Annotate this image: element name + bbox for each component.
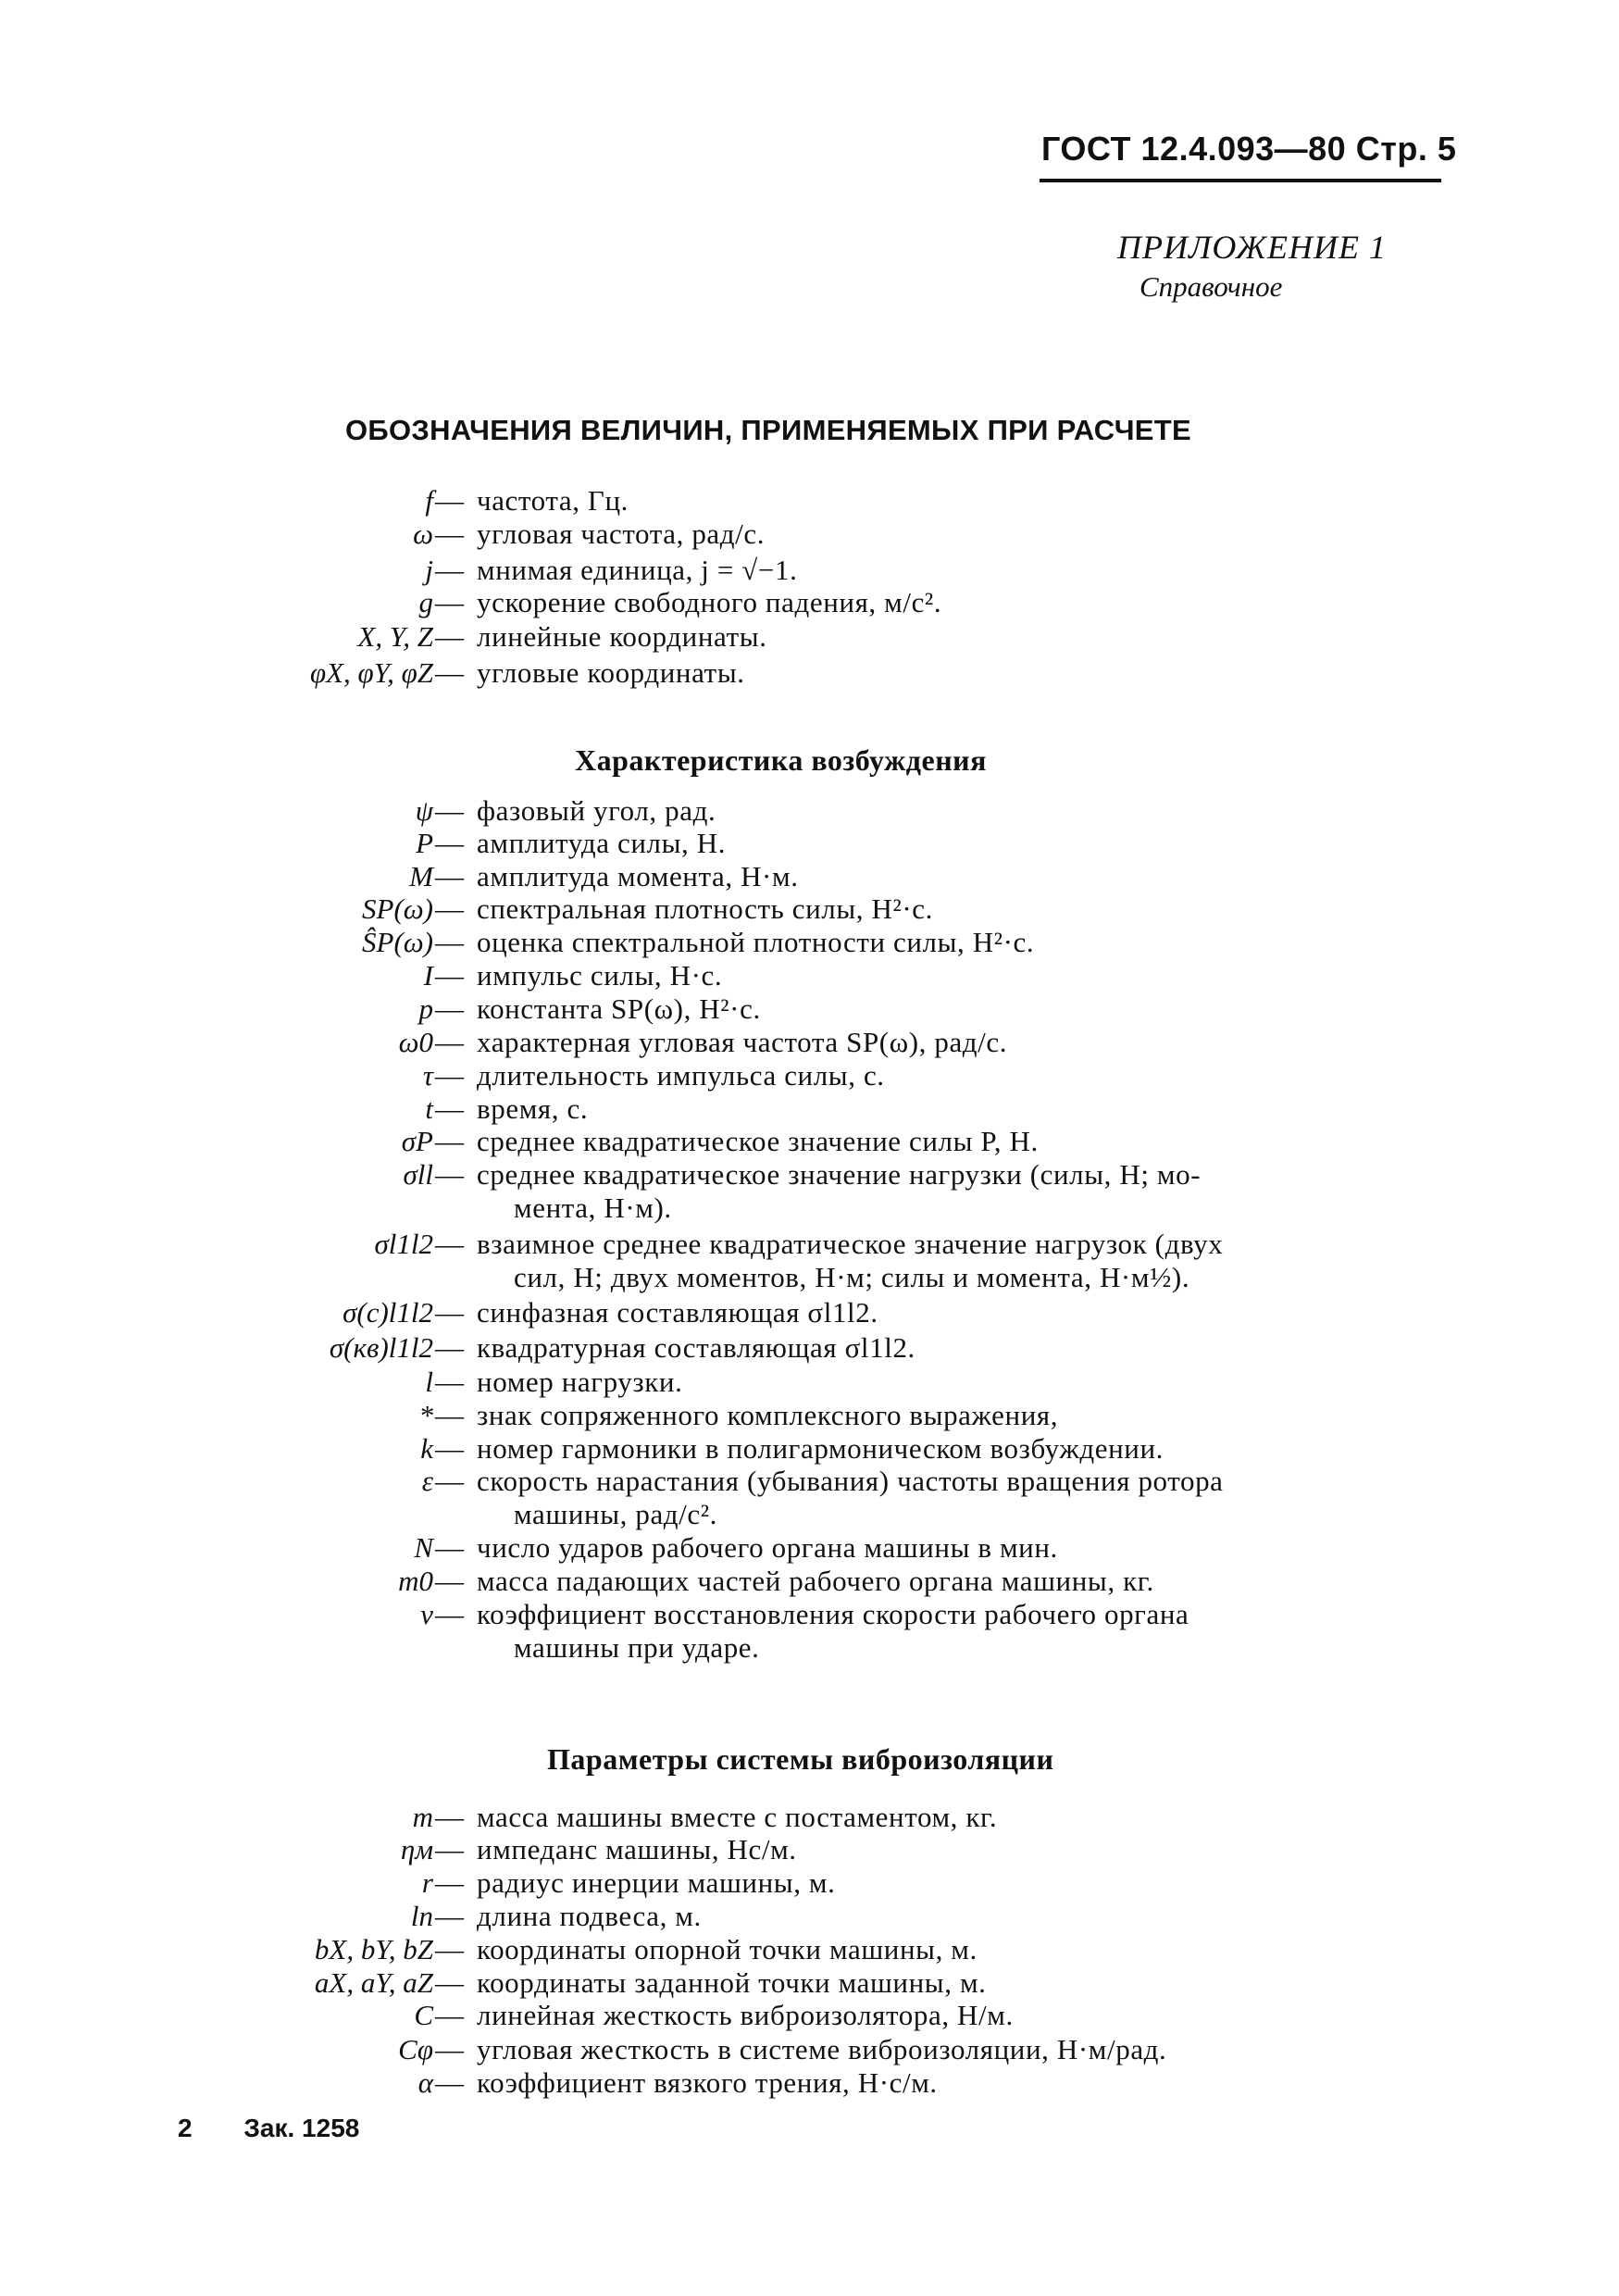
symbol-entry — [0, 1565, 1203, 1600]
symbol-description: синфазная составляющая σl1l2. — [477, 1296, 878, 1329]
symbol: M — [409, 860, 433, 892]
em-dash: — — [435, 1598, 464, 1630]
symbol: X, Y, Z — [357, 620, 433, 653]
footer-order-number: Зак. 1258 — [243, 2114, 360, 2142]
symbol-description: длина подвеса, м. — [477, 1900, 702, 1932]
symbol-entry — [0, 2033, 1203, 2068]
symbol-entry — [0, 1228, 1224, 1263]
em-dash: — — [435, 620, 464, 653]
symbol-description-continuation: машины, рад/с². — [514, 1498, 717, 1530]
symbol-description: среднее квадратическое значение нагрузки (силы, Н; мо- — [477, 1158, 1202, 1191]
symbol: ν — [420, 1598, 433, 1630]
symbol-entry — [0, 1059, 1203, 1094]
section-title-isolation: Параметры системы виброизоляции — [547, 1742, 1054, 1776]
symbol-description: фазовый угол, рад. — [477, 794, 716, 827]
symbol-description: импеданс машины, Нс/м. — [477, 1833, 797, 1866]
em-dash: — — [435, 2033, 464, 2065]
symbol: m — [412, 1801, 433, 1833]
symbol: ηм — [400, 1833, 433, 1866]
symbol-entry — [0, 1833, 1203, 1868]
symbol: l — [425, 1366, 433, 1398]
symbol: f — [425, 484, 433, 517]
symbol: Cφ — [398, 2033, 433, 2065]
symbol-description: коэффициент восстановления скорости рабочего органа — [477, 1598, 1189, 1630]
symbol: m0 — [398, 1565, 433, 1597]
em-dash: — — [435, 1125, 464, 1157]
symbol-entry — [0, 926, 1203, 961]
symbol-description: угловая жесткость в системе виброизоляции, Н·м/рад. — [477, 2033, 1167, 2065]
symbol-entry — [0, 620, 1203, 655]
symbol-entry — [0, 1801, 1203, 1836]
symbol: SP(ω) — [362, 892, 433, 925]
symbol: lп — [410, 1900, 433, 1932]
header-rule — [1040, 179, 1441, 182]
symbol-description: ускорение свободного падения, м/с². — [477, 586, 942, 618]
em-dash: — — [435, 1399, 464, 1431]
symbol-description: число ударов рабочего органа машины в мин. — [477, 1531, 1058, 1564]
em-dash: — — [435, 926, 464, 958]
page-title: ОБОЗНАЧЕНИЯ ВЕЛИЧИН, ПРИМЕНЯЕМЫХ ПРИ РАСЧЕТЕ — [345, 414, 1191, 446]
symbol-entry — [0, 1125, 1203, 1160]
symbol: σP — [401, 1125, 433, 1157]
symbol-description: характерная угловая частота SP(ω), рад/с. — [477, 1026, 1008, 1058]
em-dash: — — [435, 1331, 464, 1364]
symbol-entry — [0, 2066, 1203, 2102]
em-dash: — — [435, 1801, 464, 1833]
symbol: j — [425, 554, 433, 586]
symbol: φX, φY, φZ — [309, 656, 433, 689]
em-dash: — — [435, 1565, 464, 1597]
symbol: σ(кв)l1l2 — [329, 1331, 433, 1364]
symbol-entry — [0, 1999, 1203, 2034]
symbol-entry — [0, 656, 1203, 692]
symbol-description-continuation: мента, Н·м). — [514, 1192, 672, 1224]
em-dash: — — [435, 1866, 464, 1899]
symbol-entry — [0, 518, 1203, 553]
symbol: g — [418, 586, 433, 618]
em-dash: — — [435, 656, 464, 689]
symbol-description: знак сопряженного комплексного выражения, — [477, 1399, 1059, 1431]
symbol-description: среднее квадратическое значение силы P, Н. — [477, 1125, 1039, 1157]
symbol: bX, bY, bZ — [314, 1933, 433, 1965]
em-dash: — — [435, 1465, 464, 1497]
symbol: * — [418, 1399, 433, 1431]
symbol: ψ — [415, 794, 433, 827]
symbol-description: линейная жесткость виброизолятора, Н/м. — [477, 1999, 1014, 2031]
em-dash: — — [435, 1933, 464, 1965]
symbol-description: номер нагрузки. — [477, 1366, 683, 1398]
em-dash: — — [435, 794, 464, 827]
em-dash: — — [435, 554, 464, 586]
symbol: t — [425, 1092, 433, 1125]
em-dash: — — [435, 860, 464, 892]
symbol-entry — [0, 959, 1203, 994]
symbol-entry — [0, 892, 1203, 928]
appendix-label: ПРИЛОЖЕНИЕ 1 — [1117, 229, 1387, 266]
em-dash: — — [435, 1158, 464, 1191]
symbol-entry — [0, 554, 1203, 589]
em-dash: — — [435, 1296, 464, 1329]
symbol-entry — [0, 1026, 1203, 1061]
symbol: τ — [422, 1059, 433, 1092]
em-dash: — — [435, 992, 464, 1025]
symbol-description: радиус инерции машины, м. — [477, 1866, 836, 1899]
footer-page-number: 2 — [178, 2114, 193, 2142]
symbol-entry — [0, 1296, 1203, 1331]
symbol-entry — [0, 827, 1203, 862]
symbol-description: масса падающих частей рабочего органа машины, кг. — [477, 1565, 1154, 1597]
symbol-entry — [0, 794, 1203, 830]
symbol: N — [414, 1531, 433, 1564]
em-dash: — — [435, 1531, 464, 1564]
symbol-entry — [0, 1866, 1203, 1902]
symbol-entry — [0, 860, 1203, 895]
symbol-description: мнимая единица, j = √−1. — [477, 554, 798, 586]
symbol-entry — [0, 1465, 1224, 1500]
symbol-description: импульс силы, Н·с. — [477, 959, 723, 992]
em-dash: — — [435, 1900, 464, 1932]
symbol-entry — [0, 1531, 1203, 1566]
em-dash: — — [435, 2066, 464, 2099]
symbol-description: угловые координаты. — [477, 656, 745, 689]
em-dash: — — [435, 1092, 464, 1125]
em-dash: — — [435, 484, 464, 517]
em-dash: — — [435, 1366, 464, 1398]
symbol-entry — [0, 1092, 1203, 1128]
em-dash: — — [435, 1833, 464, 1866]
symbol-entry — [0, 1900, 1203, 1935]
section-title-excitation: Характеристика возбуждения — [575, 743, 987, 777]
em-dash: — — [435, 959, 464, 992]
symbol: σl1l2 — [374, 1228, 433, 1260]
symbol: ε — [421, 1465, 433, 1497]
page-footer — [178, 2114, 359, 2143]
em-dash: — — [435, 1999, 464, 2031]
symbol-description: длительность импульса силы, с. — [477, 1059, 885, 1092]
symbol-description: координаты опорной точки машины, м. — [477, 1933, 978, 1965]
em-dash: — — [435, 518, 464, 550]
symbol-description: номер гармоники в полигармоническом возбуждении. — [477, 1432, 1164, 1465]
symbol: I — [423, 959, 433, 992]
symbol-entry — [0, 992, 1203, 1028]
symbol-description: частота, Гц. — [477, 484, 629, 517]
symbol: P — [416, 827, 433, 859]
symbol-description: линейные координаты. — [477, 620, 767, 653]
symbol: k — [420, 1432, 433, 1465]
symbol-entry — [0, 1966, 1203, 2002]
symbol-description-continuation: сил, Н; двух моментов, Н·м; силы и момента, Н·м½). — [514, 1261, 1190, 1293]
symbol-description: время, с. — [477, 1092, 589, 1125]
symbol-description: амплитуда силы, Н. — [477, 827, 727, 859]
em-dash: — — [435, 1228, 464, 1260]
em-dash: — — [435, 1966, 464, 1999]
symbol-entry — [0, 586, 1203, 621]
appendix-type: Справочное — [1140, 270, 1283, 303]
symbol-description: координаты заданной точки машины, м. — [477, 1966, 987, 1999]
symbol-description: амплитуда момента, Н·м. — [477, 860, 799, 892]
symbol-description: коэффициент вязкого трения, Н·с/м. — [477, 2066, 938, 2099]
symbol: σ(с)l1l2 — [342, 1296, 433, 1329]
symbol-description: масса машины вместе с постаментом, кг. — [477, 1801, 998, 1833]
symbol-description: константа SP(ω), Н²·с. — [477, 992, 761, 1025]
symbol-description: спектральная плотность силы, Н²·с. — [477, 892, 933, 925]
symbol-description: скорость нарастания (убывания) частоты вращения ротора — [477, 1465, 1224, 1497]
symbol: ŜP(ω) — [362, 926, 433, 958]
symbol-entry — [0, 484, 1203, 519]
symbol-description: взаимное среднее квадратическое значение нагрузок (двух — [477, 1228, 1224, 1260]
document-header: ГОСТ 12.4.093—80 Стр. 5 — [1041, 130, 1457, 168]
em-dash: — — [435, 827, 464, 859]
symbol-entry — [0, 1933, 1203, 1968]
symbol: aX, aY, aZ — [314, 1966, 433, 1999]
symbol-entry — [0, 1432, 1203, 1467]
symbol-entry — [0, 1366, 1203, 1401]
symbol-entry — [0, 1158, 1203, 1193]
symbol: ω0 — [398, 1026, 433, 1058]
em-dash: — — [435, 1059, 464, 1092]
symbol: α — [417, 2066, 433, 2099]
em-dash: — — [435, 892, 464, 925]
em-dash: — — [435, 586, 464, 618]
symbol-description: квадратурная составляющая σl1l2. — [477, 1331, 915, 1364]
symbol-entry — [0, 1598, 1203, 1633]
symbol-description: угловая частота, рад/с. — [477, 518, 766, 550]
symbol: ω — [413, 518, 433, 550]
symbol: C — [414, 1999, 433, 2031]
symbol-entry — [0, 1331, 1203, 1366]
em-dash: — — [435, 1432, 464, 1465]
symbol-description-continuation: машины при ударе. — [514, 1631, 760, 1664]
symbol: r — [421, 1866, 433, 1899]
symbol-entry — [0, 1399, 1203, 1434]
symbol: p — [418, 992, 433, 1025]
symbol-description: оценка спектральной плотности силы, Н²·с. — [477, 926, 1035, 958]
em-dash: — — [435, 1026, 464, 1058]
symbol: σll — [403, 1158, 433, 1191]
